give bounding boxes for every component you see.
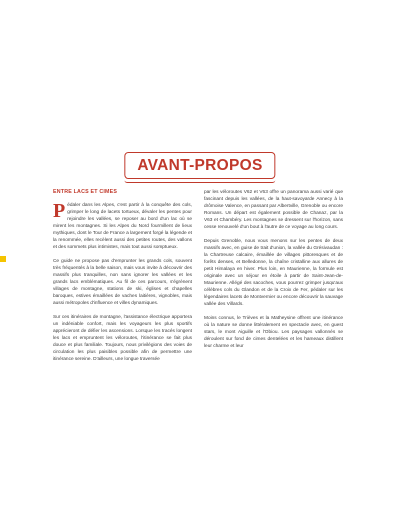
left-column (53, 189, 192, 370)
paragraph (53, 202, 192, 251)
paragraph: Depuis Grenoble, nous vous menons sur les pentes de deux massifs avec, en guise de trait d'union, la vallée du Grésivaudan : la Chartreuse calcaire, émaillée de villages pittoresques et de forêts denses, et Belledonne, la chaîne cristalline aux allures de petit Himalaya en hiver. Plus loin, en Maurienne, la formule est originale avec un séjour en étoile à partir de Saint-Jean-de-Maurienne. Allégé des sacoches, vous pourrez grimper jusqu'aux célèbres cols du Glandon et de la Croix de Fer, pédaler sur les légendaires lacets de Montvernier ou encore découvrir la sauvage vallée des Villards. (204, 238, 343, 308)
paragraph: Sur ces itinéraires de montagne, l'assistance électrique apportera un indéniable confort, mais les voyageurs les plus sportifs apprécieront de défier les ascensions. Lorsque les tracés longent les lacs et empruntent les véloroutes, l'itinérance se fait plus douce et plus familiale. Toujours, nous privilégions des voies de circulation les plus paisibles possible afin de permettre une itinérance sereine. D'ailleurs, une longue traversée (53, 314, 192, 363)
section-heading: ENTRE LACS ET CIMES (53, 189, 118, 195)
paragraph: par les véloroutes V62 et V63 offre un panorama aussi varié que fascinant depuis les vallées, de la haut-savoyarde Annecy à la drômoise Valence, en passant par Albertville, Grenoble ou encore Romans. Un départ est également possible de Chanaz, par la V63 et Chambéry. Les montagnes se dressent sur l'horizon, sans cesse renouvelé d'un bout à l'autre de ce voyage au long cours. (204, 190, 343, 231)
paragraph-text: édaler dans les Alpes, c'est partir à la conquête des cols, grimper le long de lacets tortueux, dévaler les pentes pour rejoindre les vallées, se reposer au bord d'un lac où se mirent les montagnes. Si les Alpes du Nord fourmillent de lieux mythiques, dont le Tour de France a largement forgé la légende et la renommée, elles recèlent aussi des petites routes, des vallons et des sommets plus intimistes, mais tout aussi somptueux. (53, 203, 192, 251)
paragraph: Moins connus, le Trièves et la Matheysine offrent une itinérance où la nature se donne littéralement en spectacle avec, en guest stars, le mont Aiguille et l'Obiou. Les paysages vallonnés se déroulent sur fond de cimes dentelées et les hameaux distillent leur charme et leur (204, 315, 343, 350)
right-column (204, 189, 343, 357)
page-marker (0, 256, 6, 262)
page-title: AVANT-PROPOS (124, 152, 275, 179)
drop-cap: P (53, 200, 66, 222)
page-title-wrap (124, 152, 275, 179)
paragraph: Ce guide ne propose pas d'emprunter les grands cols, souvent très fréquentés à la belle saison, mais vous invite à découvrir des massifs plus tranquilles, non sans ignorer les vallées et les grands lacs emblématiques. Au fil de ces parcours, s'égrènent villages de montagne, stations de ski, églises et chapelles baroques, estives émaillées de vaches laitières, vignobles, mais aussi métropoles d'influence et villes dynamiques. (53, 258, 192, 307)
